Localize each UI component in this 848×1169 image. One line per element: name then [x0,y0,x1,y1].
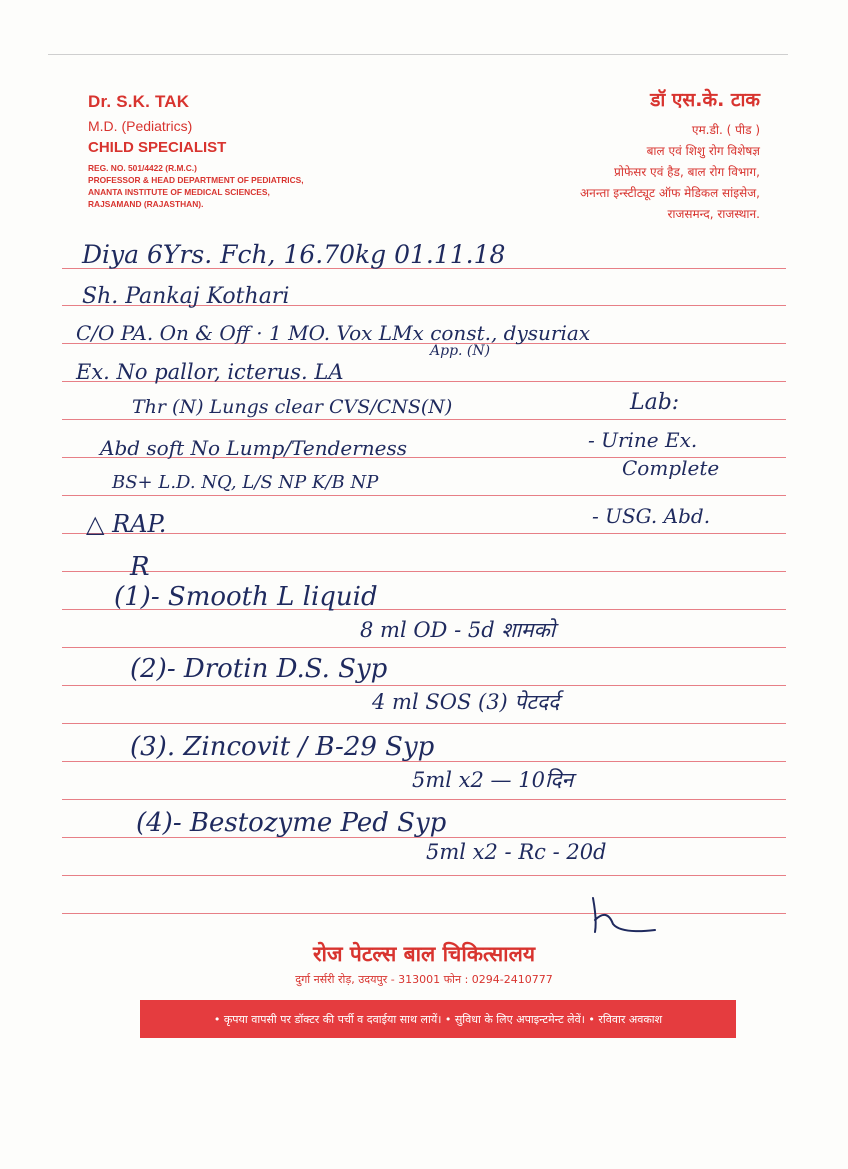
medicine-2: (2)- Drotin D.S. Syp [130,654,388,684]
top-edge-line [48,54,788,55]
doctor-name: Dr. S.K. TAK [88,92,190,111]
doctor-specialty: CHILD SPECIALIST [88,139,227,156]
medicine-1-dose: 8 ml OD - 5d शामको [360,618,556,642]
ruled-line [62,533,786,534]
doctor-institute-hindi: अनन्ता इन्स्टीट्यूट ऑफ मेडिकल सांइसेज, [580,186,760,200]
doctor-city: RAJSAMAND (RAJASTHAN). [88,199,204,209]
ruled-line [62,913,786,914]
diagnosis: △ RAP. [86,510,167,538]
exam-line: Ex. No pallor, icterus. LA [76,360,344,384]
ruled-line [62,571,786,572]
complaint-appetite: App. (N) [430,343,491,359]
doctor-details [88,162,304,210]
doctor-degree-hindi: एम.डी. ( पीड ) [691,123,760,137]
ruled-line [62,875,786,876]
doctor-position-hindi: प्रोफेसर एवं हैड, बाल रोग विभाग, [614,165,760,179]
doctor-institute: ANANTA INSTITUTE OF MEDICAL SCIENCES, [88,187,270,197]
ruled-line [62,647,786,648]
abdomen-findings: BS+ L.D. NQ, L/S NP K/B NP [112,472,379,493]
medicine-2-dose: 4 ml SOS (3) पेटदर्द [372,690,560,714]
parent-name: Sh. Pankaj Kothari [82,284,290,309]
notice-text: • कृपया वापसी पर डॉक्टर की पर्ची व दवाईया साथ लायें। • सुविधा के लिए अपाइन्टमेन्ट लेवें। • रविवार अवकाश [213,1012,663,1026]
lab-usg: - USG. Abd. [592,504,711,528]
doctor-header-hindi [580,86,760,225]
ruled-line [62,723,786,724]
doctor-degree: M.D. (Pediatrics) [88,118,193,134]
abdomen-exam: Abd soft No Lump/Tenderness [100,436,408,460]
medicine-1: (1)- Smooth L liquid [114,582,378,612]
doctor-name-hindi: डॉ एस.के. टाक [650,89,760,111]
lab-title: Lab: [630,390,680,415]
ruled-line [62,495,786,496]
doctor-header-english [88,92,304,210]
reg-number: REG. NO. 501/4422 (R.M.C.) [88,163,197,173]
patient-details: Diya 6Yrs. Fch, 16.70kg 01.11.18 [82,240,506,269]
ruled-line [62,419,786,420]
complaint: C/O PA. On & Off · 1 MO. Vox LMx const., dysuriax [76,321,591,345]
medicine-4-dose: 5ml x2 - Rc - 20d [426,840,607,864]
medicine-3: (3). Zincovit / B-29 Syp [130,732,435,762]
ruled-line [62,799,786,800]
doctor-specialty-hindi: बाल एवं शिशु रोग विशेषज्ञ [646,144,760,158]
doctor-position: PROFESSOR & HEAD DEPARTMENT OF PEDIATRICS, [88,175,304,185]
medicine-3-dose: 5ml x2 — 10दिन [412,768,574,792]
hospital-name: रोज पेटल्स बाल चिकित्सालय [312,942,536,966]
lab-urine: - Urine Ex. [588,428,698,452]
doctor-city-hindi: राजसमन्द, राजस्थान. [667,207,760,221]
doctor-signature [585,890,665,940]
lab-urine-complete: Complete [622,456,720,480]
medicine-4: (4)- Bestozyme Ped Syp [136,808,447,838]
hospital-address: दुर्गा नर्सरी रोड़, उदयपुर - 313001 फोन : 0294-2410777 [295,973,553,986]
systemic-exam: Thr (N) Lungs clear CVS/CNS(N) [132,396,453,418]
ruled-line [62,685,786,686]
notice-band [140,1000,736,1038]
rx-symbol: R [130,552,150,582]
